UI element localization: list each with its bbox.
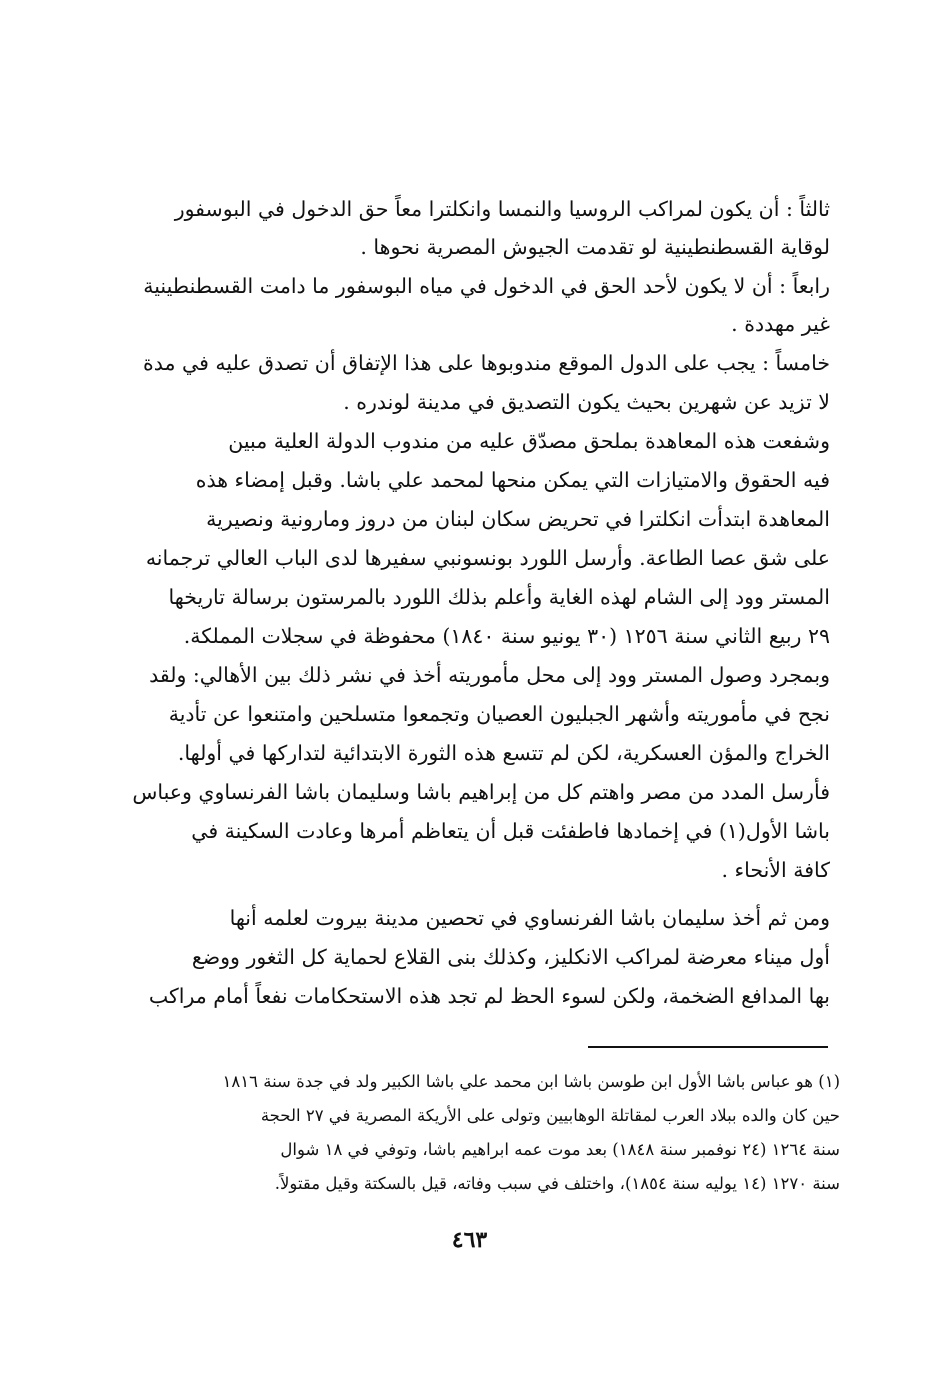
- body-line: غير مهددة .: [731, 312, 830, 336]
- body-line: باشا الأول(١) في إخمادها فاطفئت قبل أن يتعاظم أمرها وعادت السكينة في: [191, 819, 830, 843]
- footnote-separator: [588, 1046, 828, 1048]
- body-line: كافة الأنحاء .: [721, 858, 830, 882]
- body-line: لا تزيد عن شهرين بحيث يكون التصديق في مدينة لوندره .: [343, 390, 830, 414]
- body-line: المستر وود إلى الشام لهذه الغاية وأعلم بذلك اللورد بالمرستون برسالة تاريخها: [168, 585, 830, 609]
- footnote-line: حين كان والده ببلاد العرب لمقاتلة الوهابيين وتولى على الأريكة المصرية في ٢٧ الحجة: [260, 1106, 840, 1125]
- body-line: وشفعت هذه المعاهدة بملحق مصدّق عليه من مندوب الدولة العلية مبين: [228, 429, 830, 453]
- page-number: ٤٦٣: [451, 1227, 488, 1253]
- body-line: لوقاية القسطنطينية لو تقدمت الجيوش المصرية نحوها .: [360, 235, 830, 259]
- body-line: فأرسل المدد من مصر واهتم كل من إبراهيم باشا وسليمان باشا الفرنساوي وعباس: [132, 780, 830, 804]
- footnote-line: (١) هو عباس باشا الأول ابن طوسن باشا ابن محمد علي باشا الكبير ولد في جدة سنة ١٨١٦: [222, 1072, 840, 1091]
- body-line: وبمجرد وصول المستر وود إلى محل مأموريته أخذ في نشر ذلك بين الأهالي: ولقد: [149, 663, 830, 687]
- body-line: فيه الحقوق والامتيازات التي يمكن منحها لمحمد علي باشا. وقبل إمضاء هذه: [195, 468, 830, 492]
- body-line: رابعاً : أن لا يكون لأحد الحق في الدخول في مياه البوسفور ما دامت القسطنطينية: [143, 274, 830, 298]
- body-line: خامساً : يجب على الدول الموقع مندوبوها على هذا الإتفاق أن تصدق عليه في مدة: [143, 351, 830, 375]
- body-line: الخراج والمؤن العسكرية، لكن لم تتسع هذه الثورة الابتدائية لتداركها في أولها.: [177, 741, 830, 765]
- body-line: أول ميناء معرضة لمراكب الانكليز، وكذلك بنى القلاع لحماية كل الثغور ووضع: [191, 945, 830, 969]
- body-line: على شق عصا الطاعة. وأرسل اللورد بونسونبي سفيرها لدى الباب العالي ترجمانه: [145, 546, 830, 570]
- body-line: ٢٩ ربيع الثاني سنة ١٢٥٦ (٣٠ يونيو سنة ١٨٤٠) محفوظة في سجلات المملكة.: [183, 624, 830, 648]
- body-line: نجح في مأموريته وأشهر الجبليون العصيان وتجمعوا متسلحين وامتنعوا عن تأدية: [168, 702, 830, 726]
- footnote-line: سنة ١٢٧٠ (١٤ يوليه سنة ١٨٥٤)، واختلف في سبب وفاته، قيل بالسكتة وقيل مقتولاً.: [274, 1174, 840, 1193]
- body-line: ثالثاً : أن يكون لمراكب الروسيا والنمسا وانكلترا معاً حق الدخول في البوسفور: [174, 197, 830, 221]
- body-line: المعاهدة ابتدأت انكلترا في تحريض سكان لبنان من دروز ومارونية ونصيرية: [206, 507, 830, 531]
- body-line: ومن ثم أخذ سليمان باشا الفرنساوي في تحصين مدينة بيروت لعلمه أنها: [229, 906, 830, 930]
- footnote-line: سنة ١٢٦٤ (٢٤ نوفمبر سنة ١٨٤٨) بعد موت عمه ابراهيم باشا، وتوفي في ١٨ شوال: [280, 1140, 840, 1159]
- body-line: بها المدافع الضخمة، ولكن لسوء الحظ لم تجد هذه الاستحكامات نفعاً أمام مراكب: [148, 984, 830, 1008]
